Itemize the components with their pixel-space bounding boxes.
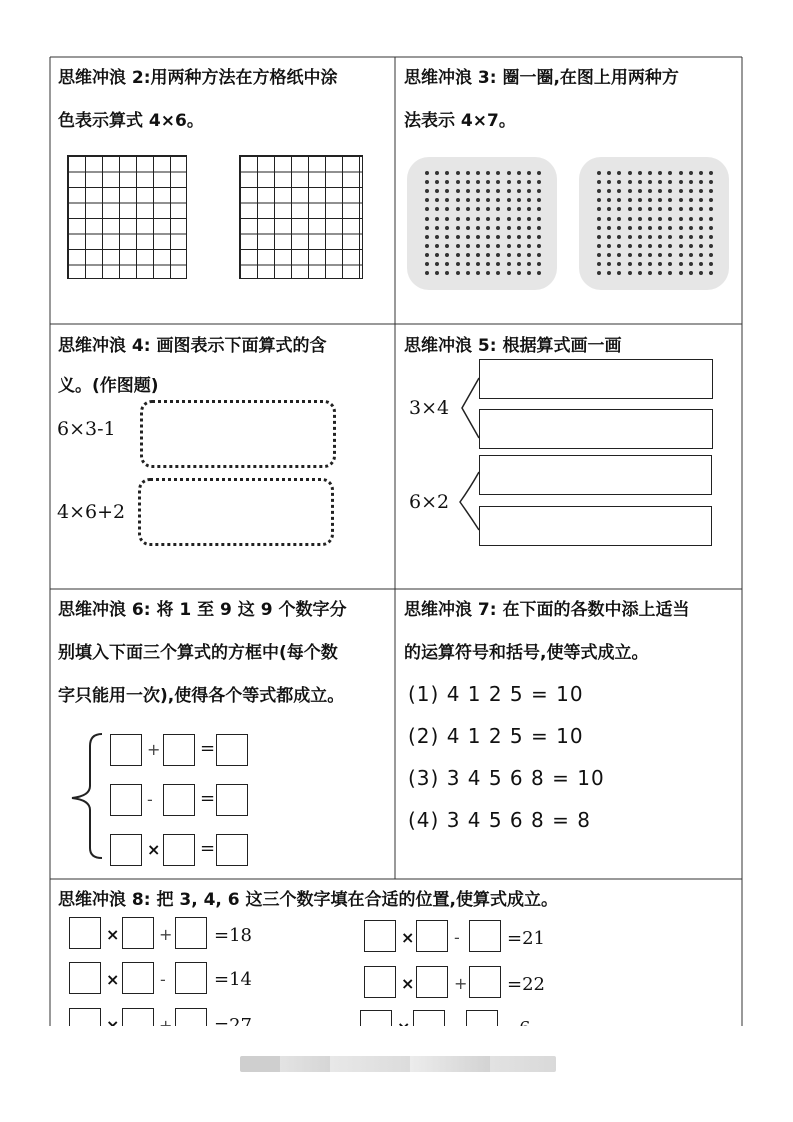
q8-left-row1-op1: × (106, 925, 120, 944)
dot (517, 180, 521, 184)
dot (679, 171, 683, 175)
dot (638, 262, 642, 266)
q6-eq-3: = (200, 838, 216, 859)
q5-title: 思维冲浪 5: 根据算式画一画 (404, 336, 622, 356)
dot (517, 271, 521, 275)
q4-title-line2: 义。(作图题) (58, 376, 159, 396)
dot (658, 217, 662, 221)
dot (617, 217, 621, 221)
dot (638, 244, 642, 248)
q8-left-row2-box3[interactable] (175, 962, 207, 994)
dot (628, 253, 632, 257)
q4-title-line1: 思维冲浪 4: 画图表示下面算式的含 (58, 336, 327, 356)
dot (456, 262, 460, 266)
dot (628, 262, 632, 266)
dot-array-left[interactable] (407, 157, 557, 290)
dot (496, 217, 500, 221)
dot (628, 217, 632, 221)
dot (507, 271, 511, 275)
dot (466, 226, 470, 230)
q8-left-row1-box2[interactable] (122, 917, 154, 949)
dot (597, 244, 601, 248)
dot (638, 217, 642, 221)
dot (435, 235, 439, 239)
dot (679, 189, 683, 193)
dot (476, 253, 480, 257)
dot (658, 235, 662, 239)
page-cutoff-mask (0, 1026, 793, 1122)
dot (638, 171, 642, 175)
dot (435, 226, 439, 230)
dot (648, 226, 652, 230)
dot (699, 217, 703, 221)
dot (517, 244, 521, 248)
dot (456, 189, 460, 193)
dot (507, 180, 511, 184)
q6-op-1: + (147, 740, 161, 759)
dot (638, 189, 642, 193)
dot (628, 180, 632, 184)
q5-drawing-box-2[interactable] (479, 409, 713, 449)
dot (456, 253, 460, 257)
dot (466, 171, 470, 175)
q6-box-2a[interactable] (110, 784, 142, 816)
q8-left-row1-result: =18 (214, 925, 252, 946)
q6-eq-1: = (200, 738, 216, 759)
dot (709, 226, 713, 230)
dot (537, 217, 541, 221)
dot (527, 171, 531, 175)
dot (689, 189, 693, 193)
dot (679, 180, 683, 184)
q8-right-row1-result: =21 (507, 928, 545, 949)
q8-left-row2-result: =14 (214, 969, 252, 990)
q8-left-row2-op2: - (160, 970, 166, 989)
q8-left-row2-box2[interactable] (122, 962, 154, 994)
q6-curly-brace (66, 730, 106, 860)
dot (628, 244, 632, 248)
dot (466, 262, 470, 266)
dot (689, 226, 693, 230)
dot (537, 226, 541, 230)
dot (689, 271, 693, 275)
dot (699, 226, 703, 230)
q8-right-row1-op2: - (454, 928, 460, 947)
dot (507, 226, 511, 230)
dot (709, 244, 713, 248)
dot (456, 226, 460, 230)
dot (679, 226, 683, 230)
dot-array-right[interactable] (579, 157, 729, 290)
dot (709, 217, 713, 221)
q2-title-line1: 思维冲浪 2:用两种方法在方格纸中涂 (58, 68, 338, 88)
q8-left-row2-box1[interactable] (69, 962, 101, 994)
dot (607, 235, 611, 239)
dot (689, 253, 693, 257)
dot (699, 244, 703, 248)
dot (445, 217, 449, 221)
q8-right-row1-box3[interactable] (469, 920, 501, 952)
dot (466, 235, 470, 239)
q6-box-2c[interactable] (216, 784, 248, 816)
dot (486, 226, 490, 230)
dot (486, 244, 490, 248)
q6-box-1b[interactable] (163, 734, 195, 766)
dot (527, 235, 531, 239)
dot (699, 171, 703, 175)
dot (638, 226, 642, 230)
q5-drawing-box-3[interactable] (479, 455, 712, 495)
dot (689, 262, 693, 266)
dot (628, 171, 632, 175)
dot (628, 235, 632, 239)
dot (517, 226, 521, 230)
dot (679, 244, 683, 248)
q3-title-line1: 思维冲浪 3: 圈一圈,在图上用两种方 (404, 68, 679, 88)
dot (517, 262, 521, 266)
q6-op-3: × (147, 840, 161, 859)
dot (517, 189, 521, 193)
dot (628, 198, 632, 202)
dot (597, 171, 601, 175)
q7-title-line2: 的运算符号和括号,使等式成立。 (404, 643, 649, 663)
q7-item-3: (3) 3 4 5 6 8 = 10 (408, 766, 605, 790)
dot (466, 189, 470, 193)
dot (507, 171, 511, 175)
q4-drawing-box-2[interactable] (138, 478, 334, 546)
dot (679, 235, 683, 239)
dot (425, 235, 429, 239)
q6-title-line2: 别填入下面三个算式的方框中(每个数 (58, 643, 338, 663)
dot (689, 217, 693, 221)
dot (507, 253, 511, 257)
dot (486, 217, 490, 221)
q7-item-4: (4) 3 4 5 6 8 = 8 (408, 808, 591, 832)
dot (597, 235, 601, 239)
q5-drawing-box-4[interactable] (479, 506, 712, 546)
dot (638, 271, 642, 275)
dot (507, 217, 511, 221)
dot (507, 235, 511, 239)
dot (689, 180, 693, 184)
q5-drawing-box-1[interactable] (479, 359, 713, 399)
q8-right-row1-box1[interactable] (364, 920, 396, 952)
dot (456, 235, 460, 239)
dot (537, 235, 541, 239)
dot (527, 217, 531, 221)
dot (638, 253, 642, 257)
dot (456, 271, 460, 275)
dot (638, 180, 642, 184)
dot (425, 217, 429, 221)
q4-expression-2: 4×6+2 (57, 501, 126, 523)
q6-box-3a[interactable] (110, 834, 142, 866)
dot (689, 171, 693, 175)
q8-right-row2-box3[interactable] (469, 966, 501, 998)
dot (466, 180, 470, 184)
dot (425, 253, 429, 257)
dot (628, 189, 632, 193)
q8-left-row1-op2: + (159, 925, 173, 944)
q6-box-3c[interactable] (216, 834, 248, 866)
dot (607, 217, 611, 221)
dot (507, 189, 511, 193)
blurred-watermark (240, 1056, 556, 1072)
q6-box-3b[interactable] (163, 834, 195, 866)
q7-item-2: (2) 4 1 2 5 = 10 (408, 724, 584, 748)
dot (527, 244, 531, 248)
dot (638, 235, 642, 239)
dot (425, 226, 429, 230)
dot (476, 244, 480, 248)
dot (476, 235, 480, 239)
q2-title-line2: 色表示算式 4×6。 (58, 111, 204, 131)
dot (527, 226, 531, 230)
dot (425, 171, 429, 175)
q5-expression-2: 6×2 (409, 491, 450, 513)
q8-right-row2-box2[interactable] (416, 966, 448, 998)
dot (507, 262, 511, 266)
dot (658, 244, 662, 248)
dot (527, 262, 531, 266)
dot (466, 253, 470, 257)
dot (699, 262, 703, 266)
dot (476, 262, 480, 266)
dot (679, 271, 683, 275)
dot (668, 217, 672, 221)
dot (699, 235, 703, 239)
q6-op-2: - (147, 790, 153, 809)
q6-title-line1: 思维冲浪 6: 将 1 至 9 这 9 个数字分 (58, 600, 347, 620)
q8-title: 思维冲浪 8: 把 3, 4, 6 这三个数字填在合适的位置,使算式成立。 (58, 890, 558, 910)
dot (648, 244, 652, 248)
dot (709, 235, 713, 239)
q6-box-1c[interactable] (216, 734, 248, 766)
q7-item-1: (1) 4 1 2 5 = 10 (408, 682, 584, 706)
dot (466, 217, 470, 221)
q5-expression-1: 3×4 (409, 397, 450, 419)
dot (679, 262, 683, 266)
dot (476, 217, 480, 221)
dot (648, 262, 652, 266)
q8-left-row1-box3[interactable] (175, 917, 207, 949)
grid-paper-left[interactable] (67, 155, 187, 279)
dot (648, 217, 652, 221)
q8-left-row2-op1: × (106, 970, 120, 989)
dot (537, 244, 541, 248)
dot (435, 244, 439, 248)
dot (597, 217, 601, 221)
dot (679, 253, 683, 257)
dot (648, 253, 652, 257)
dot (628, 226, 632, 230)
dot (456, 171, 460, 175)
dot (466, 271, 470, 275)
q6-eq-2: = (200, 788, 216, 809)
dot (628, 271, 632, 275)
dot (607, 226, 611, 230)
q8-left-row1-box1[interactable] (69, 917, 101, 949)
grid-paper-right[interactable] (239, 155, 363, 279)
dot (456, 217, 460, 221)
q8-right-row2-op1: × (401, 974, 415, 993)
dot (699, 253, 703, 257)
dot (456, 198, 460, 202)
dot (425, 262, 429, 266)
dot (517, 171, 521, 175)
dot (476, 171, 480, 175)
dot (435, 217, 439, 221)
q4-drawing-box-1[interactable] (140, 400, 336, 468)
q6-box-2b[interactable] (163, 784, 195, 816)
dot (476, 226, 480, 230)
q6-title-line3: 字只能用一次),使得各个等式都成立。 (58, 686, 345, 706)
q8-right-row2-result: =22 (507, 974, 545, 995)
q8-right-row2-box1[interactable] (364, 966, 396, 998)
dot (597, 253, 601, 257)
dot (607, 244, 611, 248)
dot (597, 226, 601, 230)
q3-title-line2: 法表示 4×7。 (404, 111, 516, 131)
dot (466, 244, 470, 248)
dot (597, 262, 601, 266)
q7-title-line1: 思维冲浪 7: 在下面的各数中添上适当 (404, 600, 690, 620)
q8-right-row1-op1: × (401, 928, 415, 947)
dot (425, 244, 429, 248)
dot (689, 244, 693, 248)
q5-brackets (450, 370, 490, 540)
q8-right-row2-op2: + (454, 974, 468, 993)
dot (517, 217, 521, 221)
dot (486, 235, 490, 239)
dot (679, 198, 683, 202)
dot (679, 217, 683, 221)
q4-expression-1: 6×3-1 (57, 418, 116, 440)
dot (456, 244, 460, 248)
dot (517, 253, 521, 257)
dot (648, 171, 652, 175)
dot (507, 198, 511, 202)
q8-right-row1-box2[interactable] (416, 920, 448, 952)
dot (507, 244, 511, 248)
dot (456, 180, 460, 184)
dot (648, 235, 652, 239)
dot (527, 253, 531, 257)
dot (689, 235, 693, 239)
q6-box-1a[interactable] (110, 734, 142, 766)
dot (658, 226, 662, 230)
dot (517, 235, 521, 239)
